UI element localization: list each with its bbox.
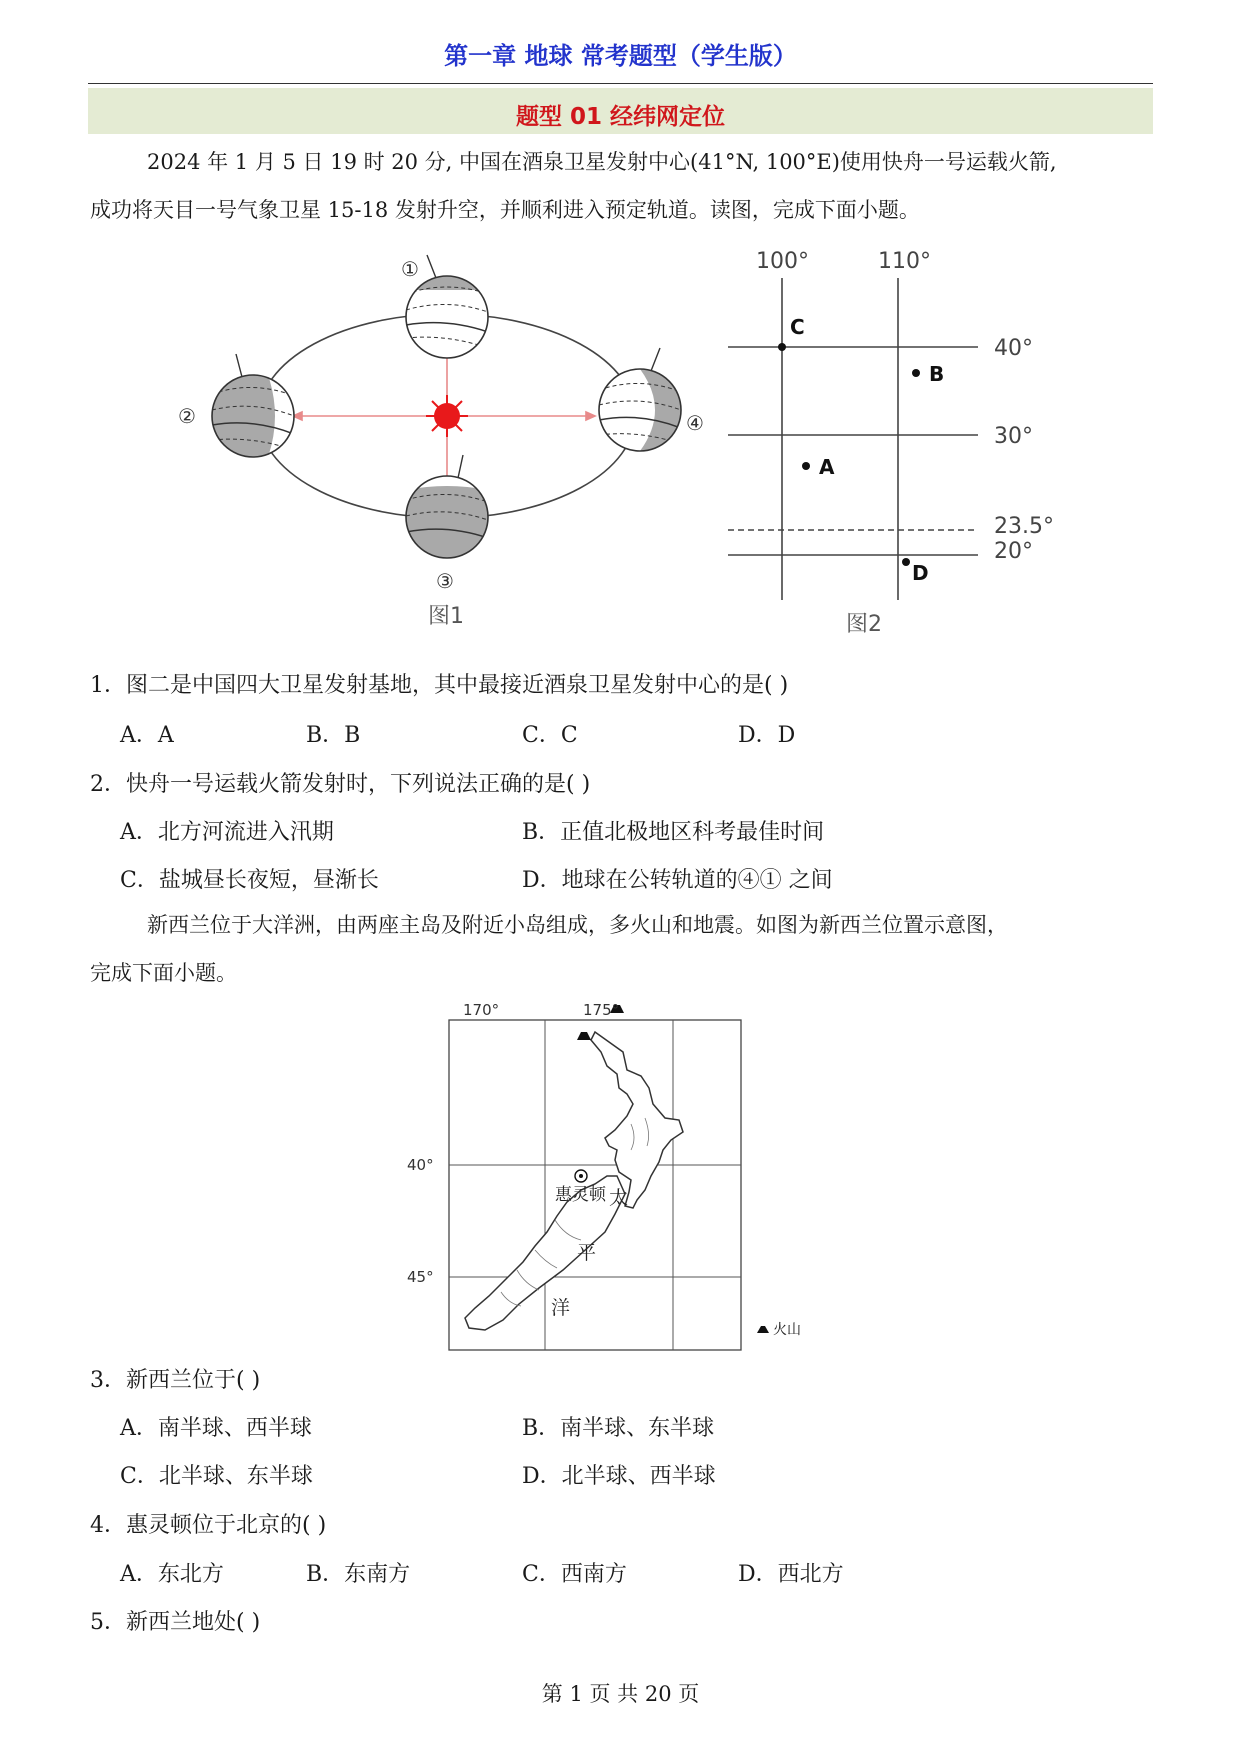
map-ocean-char-2: 平 (577, 1242, 597, 1264)
question-2-stem: 2．快舟一号运载火箭发射时，下列说法正确的是( ) (90, 772, 591, 797)
q1-option-d[interactable]: D．D (738, 723, 796, 748)
q1-option-c[interactable]: C．C (522, 723, 578, 748)
point-b-label: B (929, 362, 945, 386)
q2-option-b[interactable]: B．正值北极地区科考最佳时间 (522, 820, 825, 845)
q4-option-a[interactable]: A．东北方 (120, 1562, 224, 1587)
intro2-line2: 完成下面小题。 (90, 961, 237, 985)
map-city-wellington: 惠灵顿 (555, 1185, 606, 1205)
figure1-orbit-diagram (170, 250, 730, 645)
point-b (912, 369, 920, 377)
q3-option-a[interactable]: A．南半球、西半球 (120, 1416, 312, 1441)
globe-position-4 (599, 348, 681, 451)
label-position-3: ③ (436, 569, 454, 593)
q1-option-a[interactable]: A．A (120, 723, 174, 748)
q2-option-a[interactable]: A．北方河流进入汛期 (120, 820, 334, 845)
page-footer: 第 1 页 共 20 页 (541, 1682, 700, 1706)
question-3-stem: 3．新西兰位于( ) (90, 1368, 261, 1393)
q4-option-c[interactable]: C．西南方 (522, 1562, 627, 1587)
point-c (778, 343, 786, 351)
question-5-stem: 5．新西兰地处( ) (90, 1610, 261, 1635)
lat-label-40: 40° (994, 336, 1033, 361)
new-zealand-map (405, 1000, 825, 1360)
q3-option-d[interactable]: D．北半球、西半球 (522, 1464, 716, 1489)
q3-option-c[interactable]: C．北半球、东半球 (120, 1464, 313, 1489)
figure1-caption: 图1 (428, 604, 464, 629)
figure2-caption: 图2 (846, 612, 882, 637)
map-legend-volcano: 火山 (773, 1322, 801, 1338)
q2-option-c[interactable]: C．盐城昼长夜短，昼渐长 (120, 868, 379, 893)
figure2-latlong-grid (720, 240, 1070, 650)
section-title: 题型 01 经纬网定位 (515, 104, 726, 130)
map-lat-45: 45° (407, 1268, 434, 1286)
map-lon-175: 175° (583, 1001, 620, 1019)
intro1-line1: 2024 年 1 月 5 日 19 时 20 分, 中国在酒泉卫星发射中心(41°N, 100°E)使用快舟一号运载火箭, (147, 150, 1057, 174)
lon-label-100: 100° (756, 249, 809, 274)
lon-label-110: 110° (878, 249, 931, 274)
question-1-stem: 1．图二是中国四大卫星发射基地，其中最接近酒泉卫星发射中心的是( ) (90, 673, 789, 698)
map-lon-170: 170° (463, 1001, 500, 1019)
header-divider (88, 83, 1153, 84)
label-position-4: ④ (686, 411, 704, 435)
lat-label-23-5: 23.5° (994, 514, 1054, 539)
q2-option-d[interactable]: D．地球在公转轨道的④① 之间 (522, 868, 833, 893)
point-a-label: A (819, 455, 835, 479)
intro1-line2: 成功将天目一号气象卫星 15-18 发射升空，并顺利进入预定轨道。读图，完成下面小题。 (90, 198, 920, 222)
lat-label-20: 20° (994, 539, 1033, 564)
q1-option-b[interactable]: B．B (306, 723, 361, 748)
q4-option-b[interactable]: B．东南方 (306, 1562, 411, 1587)
label-position-2: ② (178, 404, 196, 428)
point-d-label: D (912, 561, 929, 585)
page-header-title: 第一章 地球 常考题型（学生版） (444, 42, 797, 70)
sun-icon (426, 395, 468, 437)
point-d (902, 558, 910, 566)
map-lat-40: 40° (407, 1156, 434, 1174)
map-ocean-char-1: 太 (609, 1187, 629, 1209)
map-ocean-char-3: 洋 (551, 1297, 571, 1319)
q3-option-b[interactable]: B．南半球、东半球 (522, 1416, 715, 1441)
globe-position-2 (212, 354, 294, 457)
question-4-stem: 4．惠灵顿位于北京的( ) (90, 1513, 327, 1538)
lat-label-30: 30° (994, 424, 1033, 449)
point-a (802, 462, 810, 470)
legend-volcano-icon (757, 1326, 769, 1333)
q4-option-d[interactable]: D．西北方 (738, 1562, 844, 1587)
intro2-line1: 新西兰位于大洋洲，由两座主岛及附近小岛组成，多火山和地震。如图为新西兰位置示意图， (147, 913, 1008, 937)
point-c-label: C (790, 315, 805, 339)
label-position-1: ① (401, 257, 419, 281)
